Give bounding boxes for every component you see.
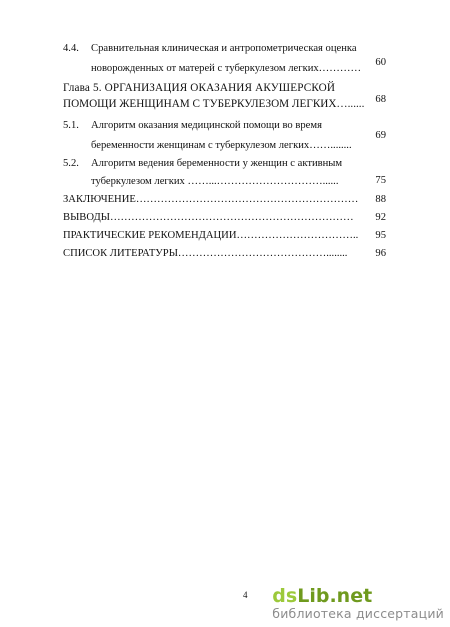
toc-entry-title-cont: новорожденных от матерей с туберкулезом легких………… [91, 63, 362, 74]
toc-page-number: 88 [375, 194, 386, 205]
toc-section-conclusion: ЗАКЛЮЧЕНИЕ……………………………………………………… [63, 194, 359, 205]
toc-page-number: 96 [375, 248, 386, 259]
toc-page-number: 60 [375, 57, 386, 68]
toc-entry-title-cont: туберкулезом легких ……...…………………………...... [91, 176, 339, 187]
watermark-logo [272, 586, 444, 606]
toc-page-number: 75 [375, 175, 386, 186]
toc-entry-number: 5.2. [63, 158, 79, 169]
toc-entry-title: Сравнительная клиническая и антропометрическая оценка [91, 43, 357, 54]
watermark-logo-lib: Lib [297, 585, 330, 607]
toc-entry-number: 4.4. [63, 43, 79, 54]
toc-section-bibliography: СПИСОК ЛИТЕРАТУРЫ……………………………………........ [63, 248, 348, 259]
toc-page-number: 69 [375, 130, 386, 141]
toc-section-recommendations: ПРАКТИЧЕСКИЕ РЕКОМЕНДАЦИИ…………………………….. [63, 230, 359, 241]
toc-page-number: 68 [375, 94, 386, 105]
watermark-logo-ds: ds [272, 585, 298, 607]
toc-page-number: 95 [375, 230, 386, 241]
toc-section-findings: ВЫВОДЫ…………………………………………………………… [63, 212, 354, 223]
toc-entry-number: 5.1. [63, 120, 79, 131]
toc-page-number: 92 [375, 212, 386, 223]
watermark [272, 586, 444, 621]
watermark-logo-net: .net [329, 585, 373, 607]
toc-chapter-title-cont: ПОМОЩИ ЖЕНЩИНАМ С ТУБЕРКУЛЕЗОМ ЛЕГКИХ…...... [63, 98, 365, 110]
toc-entry-title: Алгоритм оказания медицинской помощи во время [91, 120, 322, 131]
toc-entry-title-cont: беременности женщинам с туберкулезом легких……........ [91, 140, 352, 151]
toc-chapter-title: Глава 5. ОРГАНИЗАЦИЯ ОКАЗАНИЯ АКУШЕРСКОЙ [63, 82, 336, 94]
watermark-subtitle: библиотека диссертаций [272, 606, 444, 621]
page-number: 4 [243, 590, 248, 600]
toc-entry-title: Алгоритм ведения беременности у женщин с активным [91, 158, 343, 169]
